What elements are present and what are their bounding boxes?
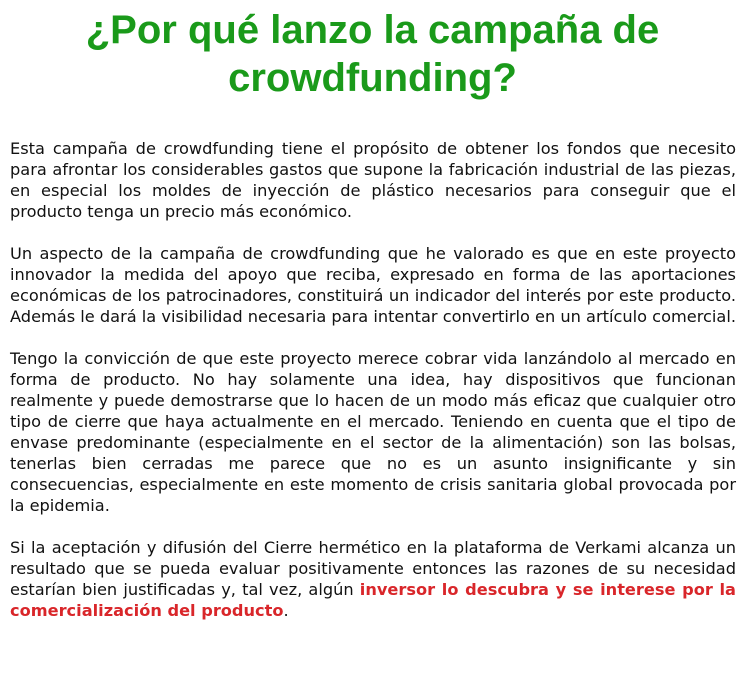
article-body (10, 138, 736, 642)
highlighted-investor-text: inversor lo descubra y se interese por la comercialización del producto (10, 580, 736, 620)
paragraph-conviction: Tengo la convicción de que este proyecto merece cobrar vida lanzándolo al mercado en forma de producto. No hay solamente una idea, hay dispositivos que funcionan realmente y puede demostrarse que lo hacen de un modo más eficaz que cualquier otro tipo de cierre que haya actualmente en el mercado. Teniendo en cuenta que el tipo de envase predominante (especialmente en el sector de la alimentación) son las bolsas, tenerlas bien cerradas me parece que no es un asunto insignificante y sin consecuencias, especialmente en este momento de crisis sanitaria global provocada por la epidemia. (10, 349, 736, 515)
paragraph-support-indicator: Un aspecto de la campaña de crowdfunding que he valorado es que en este proyecto innovador la medida del apoyo que reciba, expresado en forma de las aportaciones económicas de los patrocinadores, constituirá un indicador del interés por este producto. Además le dará la visibilidad necesaria para intentar convertirlo en un artículo comercial. (10, 244, 736, 326)
paragraph-purpose: Esta campaña de crowdfunding tiene el propósito de obtener los fondos que necesito para afrontar los considerables gastos que supone la fabricación industrial de las piezas, en especial los moldes de inyección de plástico necesarios para conseguir que el producto tenga un precio más económico. (10, 139, 736, 221)
paragraph-verkami-text: Si la aceptación y difusión del Cierre hermético en la plataforma de Verkami alcanza un resultado que se pueda evaluar positivamente entonces las razones de su necesidad estarían bien justificadas y, tal vez, algún (10, 538, 736, 599)
paragraph-verkami (10, 537, 736, 621)
paragraph-end-punctuation: . (283, 601, 289, 620)
page-title: ¿Por qué lanzo la campaña de crowdfunding? (85, 8, 660, 100)
